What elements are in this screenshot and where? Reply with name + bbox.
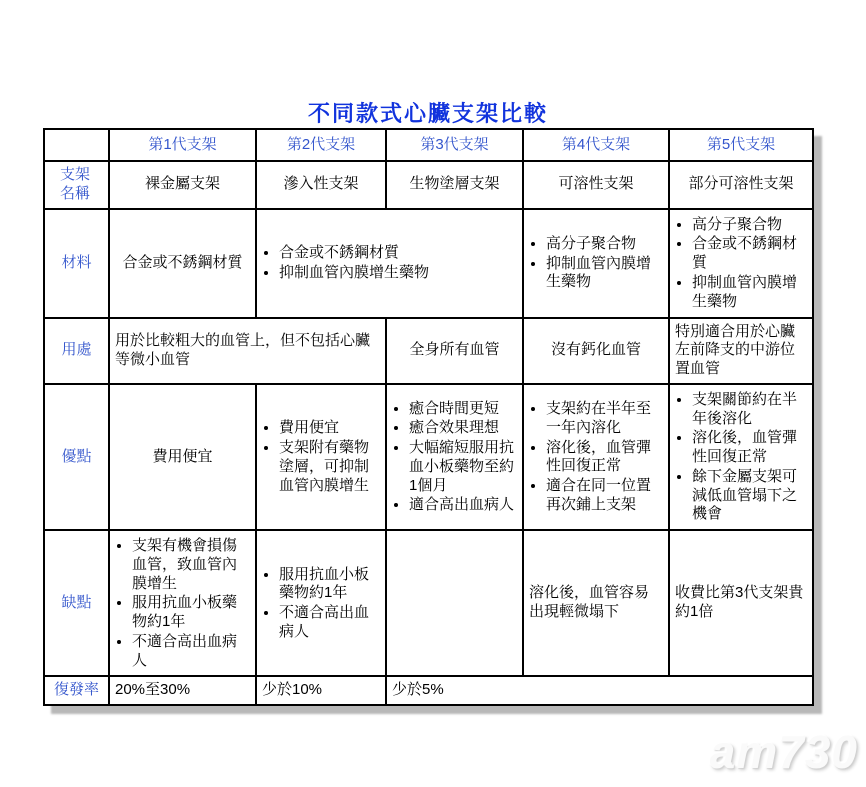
cell-name-gen4: 可溶性支架: [523, 161, 669, 209]
table-header-row: [44, 129, 813, 161]
cell-usage-gen1-2: 用於比較粗大的血管上，但不包括心臟等微小血管: [109, 318, 386, 384]
row-label-usage: 用處: [44, 318, 109, 384]
col-header-gen1: 第1代支架: [109, 129, 256, 161]
cell-pros-gen2: [256, 384, 386, 530]
cell-material-gen1: 合金或不銹鋼材質: [109, 209, 256, 318]
bullet-item: • 餘下金屬支架可減低血管塌下之機會: [692, 468, 807, 524]
bullet-item: • 支架有機會損傷血管，致血管內膜增生: [132, 537, 250, 593]
corner-cell: [44, 129, 109, 161]
cell-cons-gen1: [109, 530, 256, 676]
row-label-cons: 缺點: [44, 530, 109, 676]
bullet-item: • 癒合時間更短: [409, 400, 517, 419]
bullet-item: • 支架附有藥物塗層，可抑制血管內膜增生: [279, 439, 380, 495]
cell-pros-gen5: [669, 384, 813, 530]
bullet-item: • 費用便宜: [279, 419, 380, 438]
row-label-stent-name: [44, 161, 109, 209]
row-usage: [44, 318, 813, 384]
bullet-item: • 不適合高出血病人: [132, 633, 250, 671]
bullet-list: [529, 400, 663, 515]
am730-watermark-logo: am730: [709, 726, 858, 778]
row-material: [44, 209, 813, 318]
col-header-gen4: 第4代支架: [523, 129, 669, 161]
bullet-item: • 癒合效果理想: [409, 419, 517, 438]
cell-material-gen4: [523, 209, 669, 318]
row-cons: [44, 530, 813, 676]
bullet-item: • 抑制血管內膜增生藥物: [279, 264, 517, 283]
bullet-item: • 合金或不銹鋼材質: [692, 235, 807, 273]
row-stent-name: [44, 161, 813, 209]
bullet-list: [392, 400, 517, 516]
bullet-item: • 服用抗血小板藥物約1年: [279, 566, 380, 604]
cell-recurrence-gen3-4-5: 少於5%: [386, 676, 813, 705]
bullet-list: [675, 391, 807, 524]
cell-name-gen3: 生物塗層支架: [386, 161, 523, 209]
col-header-gen5: 第5代支架: [669, 129, 813, 161]
bullet-item: • 支架約在半年至一年內溶化: [546, 400, 663, 438]
cell-name-gen1: 裸金屬支架: [109, 161, 256, 209]
cell-name-gen2: 滲入性支架: [256, 161, 386, 209]
cell-name-gen5: 部分可溶性支架: [669, 161, 813, 209]
bullet-list: [262, 566, 380, 642]
bullet-item: • 不適合高出血病人: [279, 604, 380, 642]
bullet-item: • 合金或不銹鋼材質: [279, 244, 517, 263]
bullet-item: • 大幅縮短服用抗血小板藥物至約1個月: [409, 439, 517, 495]
bullet-item: • 服用抗血小板藥物約1年: [132, 594, 250, 632]
cell-pros-gen1: 費用便宜: [109, 384, 256, 530]
row-label-pros: 優點: [44, 384, 109, 530]
bullet-item: • 抑制血管內膜增生藥物: [546, 255, 663, 293]
bullet-item: • 抑制血管內膜增生藥物: [692, 274, 807, 312]
bullet-item: • 溶化後，血管彈性回復正常: [546, 439, 663, 477]
bullet-item: • 適合高出血病人: [409, 496, 517, 515]
row-recurrence-rate: [44, 676, 813, 705]
bullet-item: • 高分子聚合物: [692, 216, 807, 235]
bullet-list: [529, 235, 663, 292]
bullet-list: [675, 216, 807, 312]
bullet-item: • 高分子聚合物: [546, 235, 663, 254]
bullet-list: [262, 244, 517, 283]
cell-usage-gen4: 沒有鈣化血管: [523, 318, 669, 384]
bullet-list: [115, 537, 250, 670]
cell-cons-gen4: 溶化後，血管容易出現輕微塌下: [523, 530, 669, 676]
row-pros: [44, 384, 813, 530]
cell-recurrence-gen1: 20%至30%: [109, 676, 256, 705]
cell-material-gen5: [669, 209, 813, 318]
cell-pros-gen3: [386, 384, 523, 530]
row-label-text: 支架名稱: [60, 166, 91, 202]
row-label-recurrence: 復發率: [44, 676, 109, 705]
col-header-gen3: 第3代支架: [386, 129, 523, 161]
row-label-material: 材料: [44, 209, 109, 318]
bullet-item: • 支架關節約在半年後溶化: [692, 391, 807, 429]
cell-cons-gen5: 收費比第3代支架貴約1倍: [669, 530, 813, 676]
cell-recurrence-gen2: 少於10%: [256, 676, 386, 705]
cell-usage-gen3: 全身所有血管: [386, 318, 523, 384]
cell-pros-gen4: [523, 384, 669, 530]
bullet-list: [262, 419, 380, 495]
cell-usage-gen5: 特別適合用於心臟左前降支的中游位置血管: [669, 318, 813, 384]
bullet-item: • 溶化後，血管彈性回復正常: [692, 429, 807, 467]
page-title: 不同款式心臟支架比較: [307, 101, 548, 126]
stent-comparison-table: [43, 128, 814, 706]
cell-cons-gen2: [256, 530, 386, 676]
bullet-item: • 適合在同一位置再次鋪上支架: [546, 477, 663, 515]
cell-cons-gen3-empty: [386, 530, 523, 676]
col-header-gen2: 第2代支架: [256, 129, 386, 161]
cell-material-gen2-3: [256, 209, 523, 318]
